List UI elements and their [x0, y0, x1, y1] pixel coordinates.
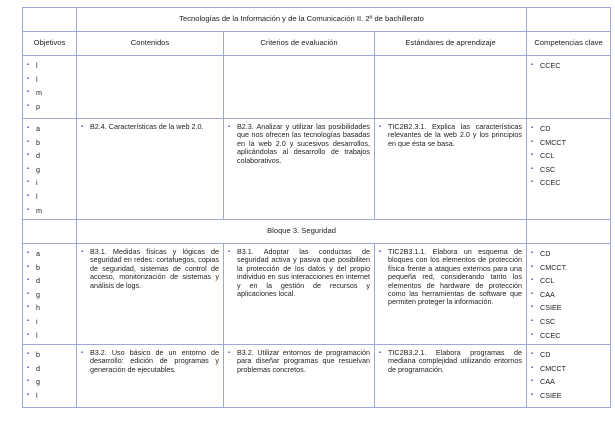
- list-item: ▪ l: [27, 389, 73, 403]
- contenidos-cell: [77, 56, 224, 119]
- objetivos-list: [23, 244, 76, 342]
- list-item: ▪ CSIEE: [531, 389, 607, 403]
- title-row: [23, 8, 611, 32]
- list-item: ▪ h: [27, 301, 73, 315]
- header-objetivos: Objetivos: [23, 32, 77, 56]
- competencias-cell: [527, 244, 611, 345]
- competencias-cell: [527, 56, 611, 119]
- criterios-cell: [224, 119, 375, 220]
- list-item: ▪ CD: [531, 122, 607, 136]
- list-item: ▪ l: [27, 73, 73, 87]
- list-item: ▪ CCL: [531, 274, 607, 288]
- block-header-row: [23, 220, 611, 244]
- list-item: ▪ CAA: [531, 288, 607, 302]
- contenidos-cell: [77, 119, 224, 220]
- list-item: ▪ CMCCT.: [531, 261, 607, 275]
- contenidos-cell: [77, 345, 224, 408]
- competencias-list: [527, 119, 610, 190]
- criterio-text: ▪ B3.2. Utilizar entornos de programación para diseñar programas que resuelvan problemas concretos.: [224, 345, 374, 374]
- list-item: ▪ CSC: [531, 163, 607, 177]
- table-row: [23, 345, 611, 408]
- list-item: ▪ i: [27, 176, 73, 190]
- table-row: [23, 56, 611, 119]
- estandar-text: ▪ TIC2B2.3.1. Explica las características relevantes de la web 2.0 y los principios en que ésta se basa.: [375, 119, 526, 148]
- table-row: [23, 244, 611, 345]
- list-item: ▪ l: [27, 59, 73, 73]
- header-criterios: Criterios de evaluación: [224, 32, 375, 56]
- objetivos-list: [23, 56, 76, 113]
- competencias-cell: [527, 119, 611, 220]
- criterio-text: ▪ B3.1. Adoptar las conductas de seguridad activa y pasiva que posibiliten la protección de los datos y del propio individuo en sus interacciones en internet y en la gestión de recursos y aplicaciones local.: [224, 244, 374, 298]
- list-item: ▪ CMCCT: [531, 136, 607, 150]
- objetivos-list: [23, 119, 76, 217]
- list-item: ▪ l: [27, 190, 73, 204]
- header-row: [23, 32, 611, 56]
- list-item: ▪ b: [27, 348, 73, 362]
- list-item: ▪ b: [27, 261, 73, 275]
- estandar-text: ▪ TIC2B3.2.1. Elabora programas de mediana complejidad utilizando entornos de programación.: [375, 345, 526, 374]
- table-row: [23, 119, 611, 220]
- list-item: ▪ g: [27, 163, 73, 177]
- estandares-cell: [375, 244, 527, 345]
- list-item: ▪ CSIEE: [531, 301, 607, 315]
- objetivos-cell: [23, 244, 77, 345]
- list-item: ▪ CAA: [531, 375, 607, 389]
- contenido-text: ▪ B3.1. Medidas físicas y lógicas de seguridad en redes: cortafuegos, copias de seguridad, sistemas de control de acceso, monitorización de sistemas y análisis de logs.: [77, 244, 223, 290]
- contenidos-cell: [77, 244, 224, 345]
- table-title: Tecnologías de la Información y de la Comunicación II. 2º de bachillerato: [77, 8, 527, 32]
- list-item: ▪ CD: [531, 247, 607, 261]
- list-item: ▪ g: [27, 288, 73, 302]
- curriculum-table: [22, 7, 611, 408]
- list-item: ▪ CMCCT: [531, 362, 607, 376]
- criterios-cell: [224, 244, 375, 345]
- list-item: ▪ d: [27, 274, 73, 288]
- objetivos-list: [23, 345, 76, 402]
- competencias-list: [527, 345, 610, 402]
- list-item: ▪ b: [27, 136, 73, 150]
- competencias-cell: [527, 345, 611, 408]
- objetivos-cell: [23, 119, 77, 220]
- estandares-cell: [375, 119, 527, 220]
- list-item: ▪ CCEC: [531, 59, 607, 73]
- contenido-text: ▪ B2.4. Características de la web 2.0.: [77, 119, 223, 131]
- estandares-cell: [375, 345, 527, 408]
- list-item: ▪ CD: [531, 348, 607, 362]
- competencias-list: [527, 244, 610, 342]
- list-item: ▪ d: [27, 362, 73, 376]
- objetivos-cell: [23, 345, 77, 408]
- list-item: ▪ a: [27, 122, 73, 136]
- list-item: ▪ CCL: [531, 149, 607, 163]
- list-item: ▪ m: [27, 204, 73, 218]
- competencias-list: [527, 56, 610, 73]
- criterio-text: ▪ B2.3. Analizar y utilizar las posibilidades que nos ofrecen las tecnologías basadas en la web 2.0 y sucesivos desarrollos, aplicándolas al desarrollo de trabajos colaborativos.: [224, 119, 374, 165]
- objetivos-cell: [23, 56, 77, 119]
- list-item: ▪ m: [27, 86, 73, 100]
- list-item: ▪ i: [27, 315, 73, 329]
- list-item: ▪ CCEC: [531, 329, 607, 343]
- criterios-cell: [224, 56, 375, 119]
- list-item: ▪ l: [27, 329, 73, 343]
- header-contenidos: Contenidos: [77, 32, 224, 56]
- estandares-cell: [375, 56, 527, 119]
- list-item: ▪ d: [27, 149, 73, 163]
- header-competencias: Competencias clave: [527, 32, 611, 56]
- list-item: ▪ p: [27, 100, 73, 114]
- block-title: Bloque 3. Seguridad: [77, 220, 527, 244]
- list-item: ▪ a: [27, 247, 73, 261]
- header-estandares: Estándares de aprendizaje: [375, 32, 527, 56]
- criterios-cell: [224, 345, 375, 408]
- estandar-text: ▪ TIC2B3.1.1. Elabora un esquema de bloques con los elementos de protección física frente a ataques externos para una pequeña red, considerando tanto los elementos de hardware de protección como las herramientas de software que permiten proteger la información.: [375, 244, 526, 307]
- list-item: ▪ CCEC: [531, 176, 607, 190]
- contenido-text: ▪ B3.2. Uso básico de un entorno de desarrollo: edición de programas y generación de ejecutables.: [77, 345, 223, 374]
- list-item: ▪ CSC: [531, 315, 607, 329]
- list-item: ▪ g: [27, 375, 73, 389]
